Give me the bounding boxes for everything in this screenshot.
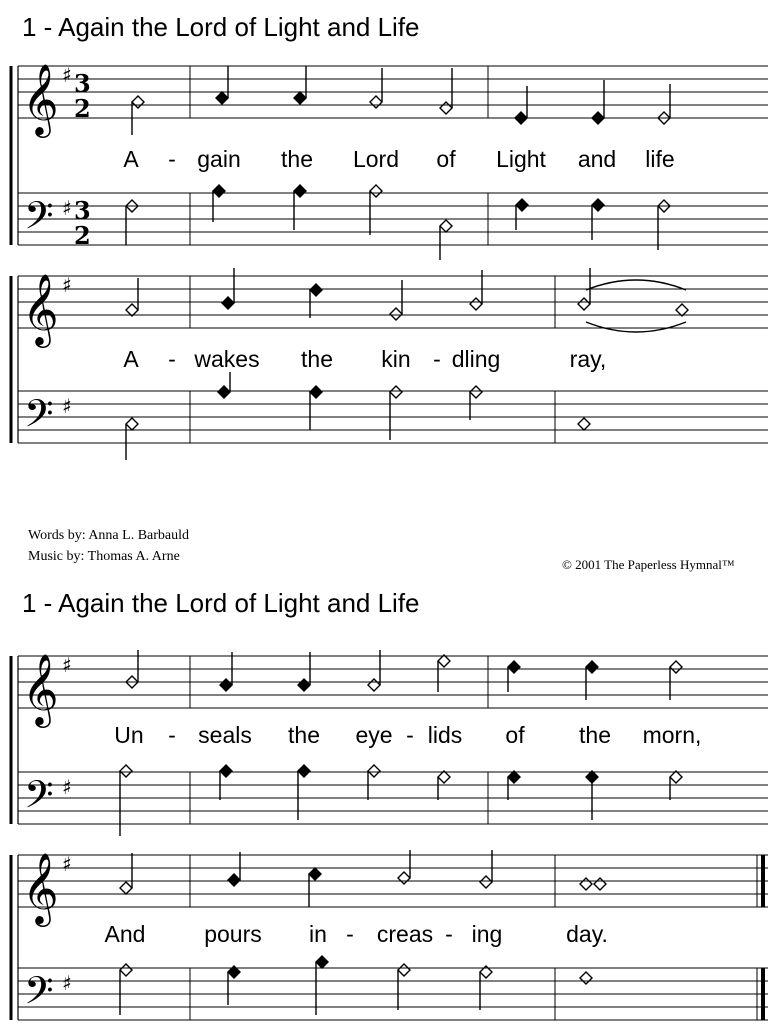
lyric-syllable: gain: [197, 146, 241, 172]
lyric-syllable: Un: [114, 722, 144, 748]
words-credit: Words by: Anna L. Barbauld: [28, 528, 190, 543]
lyric-syllable: in: [309, 921, 327, 947]
lyric-syllable: eye: [355, 722, 393, 748]
lyric-syllable: wakes: [194, 346, 260, 372]
lyric-syllable: dling: [451, 346, 501, 372]
lyric-syllable: morn,: [642, 722, 702, 748]
key-signature-sharp-treble: ♯: [62, 653, 72, 677]
key-signature-sharp-treble: ♯: [62, 852, 72, 876]
lyric-syllable: day.: [566, 921, 608, 947]
bass-clef-icon: 𝄢: [24, 193, 54, 247]
music-credit: Music by: Thomas A. Arne: [28, 549, 180, 564]
time-signature-bass-den: 2: [74, 221, 91, 250]
time-signature-bass: 3: [74, 196, 91, 225]
lyric-syllable: kin: [381, 346, 411, 372]
key-signature-sharp-bass: ♯: [62, 971, 72, 995]
treble-clef-icon: 𝄞: [22, 851, 59, 924]
lyric-syllable: the: [579, 722, 611, 748]
bass-clef-icon: 𝄢: [24, 772, 54, 826]
page-title: 1 - Again the Lord of Light and Life: [22, 12, 420, 42]
treble-clef-icon: 𝄞: [22, 652, 59, 725]
lyric-syllable: Lord: [352, 146, 400, 172]
lyric-syllable: and: [577, 146, 617, 172]
time-signature-treble: 3: [74, 69, 91, 98]
lyric-syllable: Light: [496, 146, 546, 172]
key-signature-sharp-treble: ♯: [62, 63, 72, 87]
page-title: 1 - Again the Lord of Light and Life: [22, 588, 420, 618]
lyric-syllable: the: [301, 346, 333, 372]
lyric-hyphen: -: [445, 921, 453, 947]
lyric-hyphen: -: [346, 921, 354, 947]
lyric-syllable: the: [281, 146, 313, 172]
lyric-syllable: ray,: [569, 346, 607, 372]
key-signature-sharp-bass: ♯: [62, 394, 72, 418]
bass-clef-icon: 𝄢: [24, 391, 54, 445]
lyric-syllable: A: [123, 346, 139, 372]
lyric-syllable: And: [104, 921, 146, 947]
treble-clef-icon: 𝄞: [22, 62, 59, 135]
copyright-notice: © 2001 The Paperless Hymnal™: [562, 557, 735, 572]
bass-clef-icon: 𝄢: [24, 968, 54, 1022]
lyric-syllable: life: [645, 146, 675, 172]
lyric-syllable: ing: [471, 921, 503, 947]
lyric-hyphen: -: [406, 722, 414, 748]
key-signature-sharp-bass: ♯: [62, 775, 72, 799]
lyric-syllable: seals: [198, 722, 252, 748]
lyric-syllable: A: [123, 146, 139, 172]
lyric-hyphen: -: [433, 346, 441, 372]
lyric-syllable: of: [505, 722, 525, 748]
lyric-syllable: creas: [376, 921, 434, 947]
lyric-hyphen: -: [168, 146, 176, 172]
key-signature-sharp-bass: ♯: [62, 196, 72, 220]
lyric-syllable: the: [288, 722, 320, 748]
lyric-syllable: lids: [427, 722, 463, 748]
lyric-hyphen: -: [168, 346, 176, 372]
treble-clef-icon: 𝄞: [22, 272, 59, 345]
lyric-hyphen: -: [168, 722, 176, 748]
lyric-syllable: of: [436, 146, 456, 172]
lyric-syllable: pours: [204, 921, 262, 947]
key-signature-sharp-treble: ♯: [62, 273, 72, 297]
time-signature-treble-den: 2: [74, 94, 91, 123]
